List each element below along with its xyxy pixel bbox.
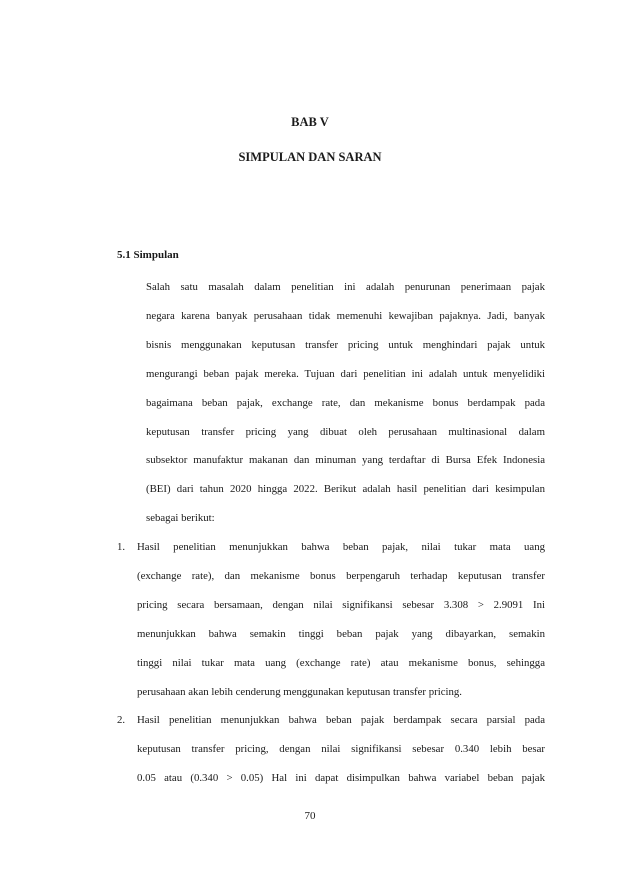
paragraph-line: Salah satu masalah dalam penelitian ini adalah penurunan penerimaan pajak <box>146 281 545 293</box>
paragraph-line: sebagai berikut: <box>146 512 215 525</box>
paragraph-line: (BEI) dari tahun 2020 hingga 2022. Berikut adalah hasil penelitian dari kesimpulan <box>146 483 545 496</box>
page-number: 70 <box>304 810 316 822</box>
list-item-line: keputusan transfer pricing, dengan nilai signifikansi sebesar 0.340 lebih besar <box>137 742 545 755</box>
list-item-number: 2. <box>117 714 126 726</box>
paragraph-line: bisnis menggunakan keputusan transfer pricing untuk menghindari pajak untuk <box>146 338 545 351</box>
list-item-line: (exchange rate), dan mekanisme bonus berpengaruh terhadap keputusan transfer <box>137 569 545 582</box>
paragraph-line: negara karena banyak perusahaan tidak memenuhi kewajiban pajaknya. Jadi, banyak <box>146 309 545 322</box>
list-item-line: perusahaan akan lebih cenderung menggunakan keputusan transfer pricing. <box>137 685 462 698</box>
intro-paragraph <box>117 273 545 533</box>
list-item-line: 0.05 atau (0.340 > 0.05) Hal ini dapat disimpulkan bahwa variabel beban pajak <box>137 771 545 784</box>
paragraph-line: subsektor manufaktur makanan dan minuman yang terdaftar di Bursa Efek Indonesia <box>146 454 545 467</box>
list-item-line: Hasil penelitian menunjukkan bahwa beban pajak, nilai tukar mata uang <box>137 541 545 553</box>
chapter-number: BAB V <box>291 115 329 129</box>
list-item <box>117 706 545 793</box>
list-item-number: 1. <box>117 541 126 553</box>
chapter-title: SIMPULAN DAN SARAN <box>238 150 382 164</box>
list-item-line: menunjukkan bahwa semakin tinggi beban pajak yang dibayarkan, semakin <box>137 627 545 640</box>
paragraph-line: bagaimana beban pajak, exchange rate, dan mekanisme bonus berdampak pada <box>146 396 545 409</box>
paragraph-line: mengurangi beban pajak mereka. Tujuan dari penelitian ini adalah untuk menyelidiki <box>146 367 545 380</box>
list-item-line: Hasil penelitian menunjukkan bahwa beban pajak berdampak secara parsial pada <box>137 714 545 726</box>
section-heading: 5.1 Simpulan <box>117 249 179 261</box>
list-item-line: tinggi nilai tukar mata uang (exchange rate) atau mekanisme bonus, sehingga <box>137 656 545 669</box>
list-item-line: pricing secara bersamaan, dengan nilai signifikansi sebesar 3.308 > 2.9091 Ini <box>137 598 545 611</box>
list-item <box>117 533 545 706</box>
paragraph-line: keputusan transfer pricing yang dibuat oleh perusahaan multinasional dalam <box>146 425 545 438</box>
